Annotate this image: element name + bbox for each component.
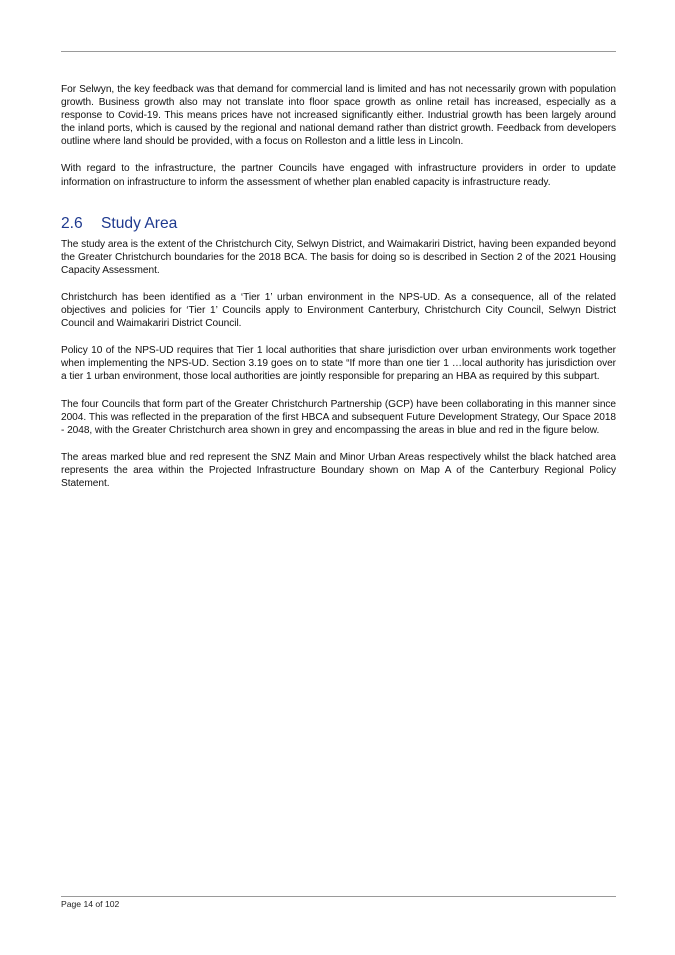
header-rule bbox=[61, 51, 616, 52]
paragraph-infrastructure: With regard to the infrastructure, the partner Councils have engaged with infrastructure providers in order to update information on infrastructure to inform the assessment of whether plan enabled capacity is infrastructure ready. bbox=[61, 163, 616, 188]
paragraph-study-area: The study area is the extent of the Christchurch City, Selwyn District, and Waimakariri District, having been expanded beyond the Greater Christchurch boundaries for the 2018 BCA. The basis for doing so is described in Section 2 of the 2021 Housing Capacity Assessment. bbox=[61, 238, 616, 276]
page-number: Page 14 of 102 bbox=[61, 899, 120, 909]
paragraph-tier1: Christchurch has been identified as a ‘Tier 1’ urban environment in the NPS-UD. As a consequence, all of the related objectives and policies for ‘Tier 1’ Councils apply to Environment Canterbury, Christchurch City Council, Selwyn District Council and Waimakariri District Council. bbox=[61, 291, 616, 330]
paragraph-selwyn-feedback: For Selwyn, the key feedback was that demand for commercial land is limited and has not necessarily grown with population growth. Business growth also may not translate into floor space growth as online retail has increased, especially as a response to Covid-19. This means prices have not increased significantly either. Industrial growth has been largely around the inland ports, which is caused by the regional and national demand rather than district growth. Feedback from developers outline where land should be provided, with a focus on Rolleston and a little less in Lincoln. bbox=[61, 84, 616, 148]
paragraph-policy10: Policy 10 of the NPS-UD requires that Tier 1 local authorities that share jurisdiction over urban environments work together when implementing the NPS-UD. Section 3.19 goes on to state “If more than one tier 1 …local authority has jurisdiction over a tier 1 urban environment, those local authorities are jointly responsible for preparing an HBA as required by this subpart. bbox=[61, 345, 616, 383]
section-title: Study Area bbox=[101, 214, 178, 232]
footer-rule bbox=[61, 896, 616, 897]
paragraph-areas: The areas marked blue and red represent the SNZ Main and Minor Urban Areas respectively whilst the black hatched area represents the area within the Projected Infrastructure Boundary shown on Map A of the Canterbury Regional Policy Statement. bbox=[61, 451, 616, 489]
paragraph-gcp: The four Councils that form part of the Greater Christchurch Partnership (GCP) have been collaborating in this manner since 2004. This was reflected in the preparation of the first HBCA and subsequent Future Development Strategy, Our Space 2018 - 2048, with the Greater Christchurch area shown in grey and encompassing the areas in blue and red in the figure below. bbox=[61, 398, 616, 436]
page-body bbox=[61, 83, 616, 490]
section-number: 2.6 bbox=[61, 214, 83, 232]
section-heading bbox=[61, 215, 616, 233]
